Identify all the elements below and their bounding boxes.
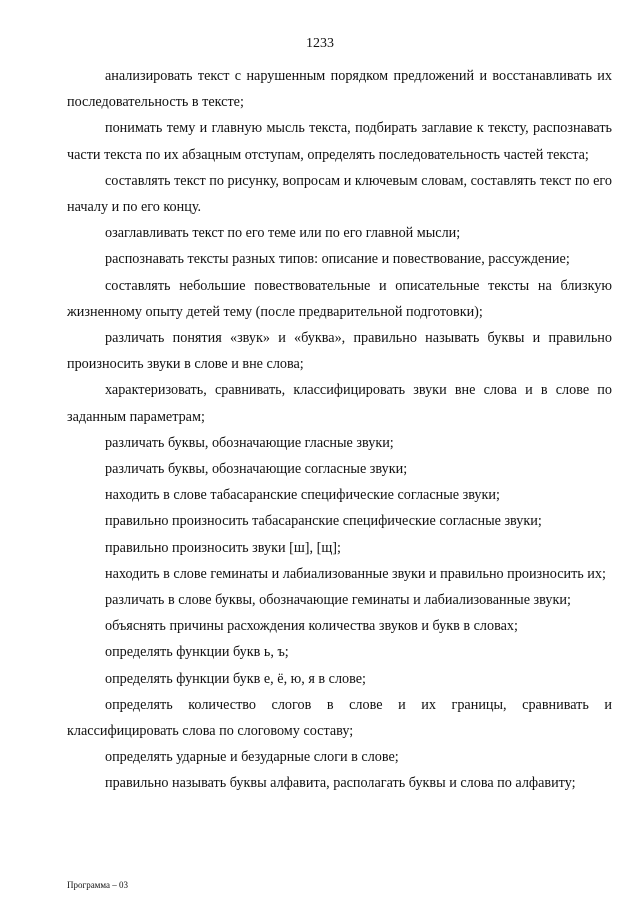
paragraph: различать в слове буквы, обозначающие геминаты и лабиализованные звуки; (105, 592, 571, 609)
paragraph: правильно произносить табасаранские специфические согласные звуки; (105, 513, 542, 530)
paragraph: определять функции букв е, ё, ю, я в слове; (105, 670, 366, 687)
paragraph: определять количество слогов в слове и их границы, сравнивать и классифицировать слова по слоговому составу; (67, 696, 612, 740)
paragraph: анализировать текст с нарушенным порядком предложений и восстанавливать их последовательность в тексте; (67, 68, 612, 111)
paragraph: составлять текст по рисунку, вопросам и ключевым словам, составлять текст по его началу и по его концу. (67, 172, 612, 216)
paragraph: распознавать тексты разных типов: описание и повествование, рассуждение; (105, 251, 570, 268)
document-body (67, 63, 612, 797)
paragraph: различать понятия «звук» и «буква», правильно называть буквы и правильно произносить звуки в слове и вне слова; (67, 330, 612, 373)
paragraph: правильно произносить звуки [ш], [щ]; (105, 539, 341, 556)
paragraph: составлять небольшие повествовательные и описательные тексты на близкую жизненному опыту детей тему (после предварительной подготовки); (67, 277, 612, 320)
page-number: 1233 (306, 36, 334, 51)
paragraph: находить в слове геминаты и лабиализованные звуки и правильно произносить их; (105, 565, 606, 582)
paragraph: понимать тему и главную мысль текста, подбирать заглавие к тексту, распознавать части текста по их абзацным отступам, определять последовательность частей текста; (67, 120, 612, 163)
paragraph: находить в слове табасаранские специфические согласные звуки; (105, 487, 500, 504)
paragraph: объяснять причины расхождения количества звуков и букв в словах; (105, 618, 518, 635)
page-footer: Программа – 03 (67, 880, 129, 890)
paragraph: различать буквы, обозначающие гласные звуки; (105, 434, 394, 451)
paragraph: различать буквы, обозначающие согласные звуки; (105, 461, 408, 478)
paragraph: характеризовать, сравнивать, классифицировать звуки вне слова и в слове по заданным параметрам; (67, 382, 612, 425)
paragraph: определять ударные и безударные слоги в слове; (105, 749, 399, 766)
paragraph: озаглавливать текст по его теме или по его главной мысли; (105, 225, 461, 242)
paragraph: правильно называть буквы алфавита, располагать буквы и слова по алфавиту; (105, 775, 576, 792)
paragraph: определять функции букв ь, ъ; (105, 644, 289, 661)
